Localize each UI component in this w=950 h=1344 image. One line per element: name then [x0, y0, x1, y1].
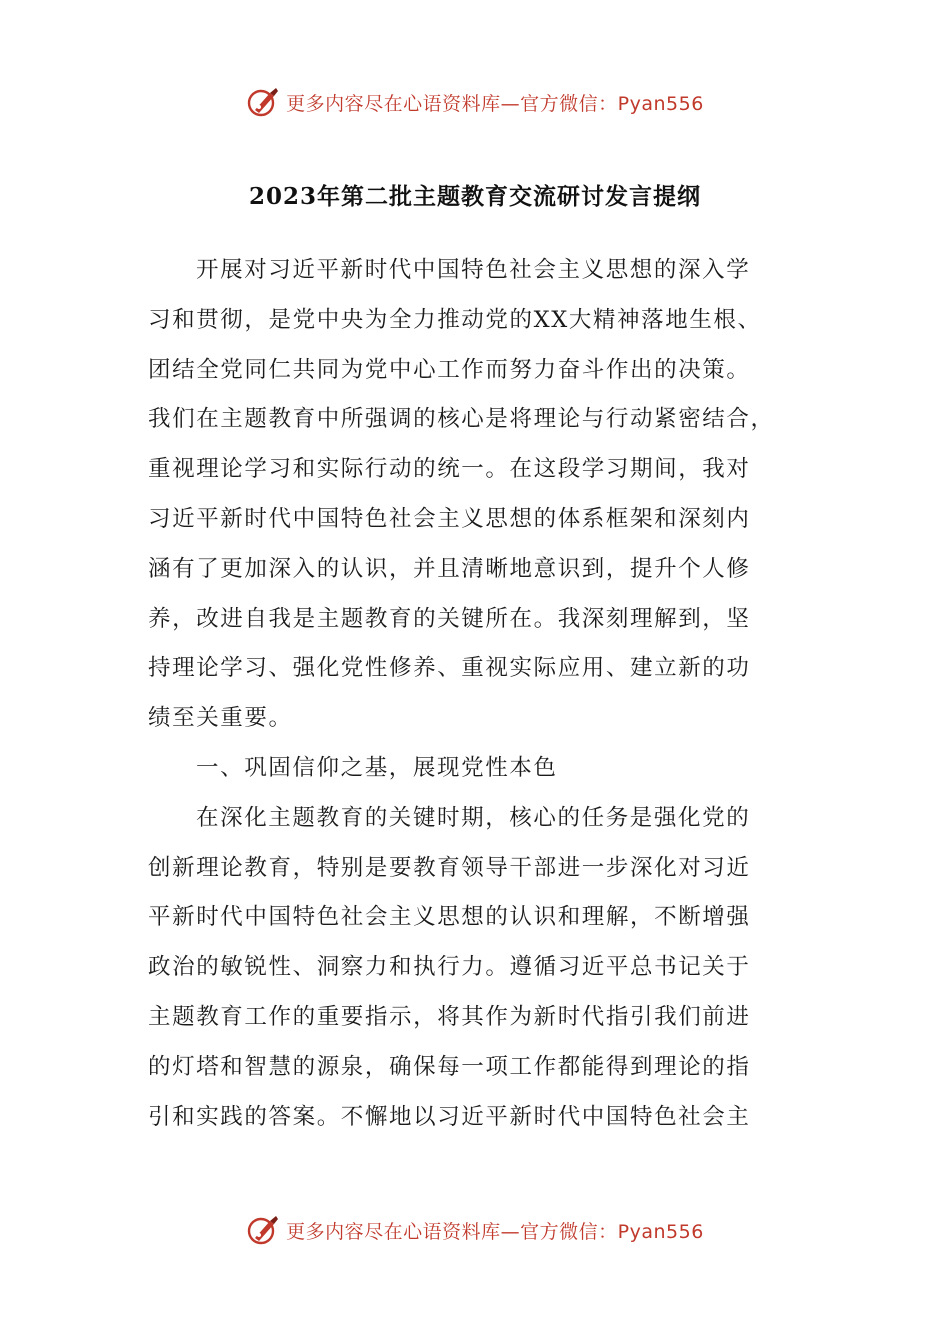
- pen-nib-circle-icon: [246, 85, 280, 119]
- body-text-line: 引和实践的答案。不懈地以习近平新时代中国特色社会主: [148, 1103, 751, 1130]
- document-title: 2023年第二批主题教育交流研讨发言提纲: [248, 183, 701, 210]
- body-text-line: 的灯塔和智慧的源泉，确保每一项工作都能得到理论的指: [148, 1053, 751, 1080]
- body-text-line: 习和贯彻，是党中央为全力推动党的XX大精神落地生根、: [148, 306, 762, 333]
- pen-nib-circle-icon: [246, 1213, 280, 1247]
- body-text-line: 绩至关重要。: [148, 705, 293, 732]
- body-text-line: 团结全党同仁共同为党中心工作而努力奋斗作出的决策。: [148, 356, 751, 383]
- body-text-line: 我们在主题教育中所强调的核心是将理论与行动紧密结合，: [148, 406, 775, 433]
- body-text-line: 重视理论学习和实际行动的统一。在这段学习期间，我对: [148, 456, 751, 483]
- body-text-line: 平新时代中国特色社会主义思想的认识和理解，不断增强: [148, 904, 751, 931]
- body-text-line: 主题教育工作的重要指示，将其作为新时代指引我们前进: [148, 1003, 751, 1030]
- banner-text: 更多内容尽在心语资料库—官方微信：Pyan556: [286, 92, 704, 115]
- body-text-line: 在深化主题教育的关键时期，核心的任务是强化党的: [196, 804, 751, 831]
- document-body: [148, 246, 798, 1142]
- body-text-line: 创新理论教育，特别是要教育领导干部进一步深化对习近: [148, 854, 751, 881]
- body-text-line: 开展对习近平新时代中国特色社会主义思想的深入学: [196, 257, 751, 283]
- body-text-line: 养，改进自我是主题教育的关键所在。我深刻理解到，坚: [148, 605, 751, 632]
- body-text-line: 涵有了更加深入的认识，并且清晰地意识到，提升个人修: [148, 555, 751, 582]
- banner-text: 更多内容尽在心语资料库—官方微信：Pyan556: [286, 1220, 704, 1243]
- footer-watermark-banner: [0, 1208, 950, 1252]
- body-text-line: 持理论学习、强化党性修养、重视实际应用、建立新的功: [148, 655, 751, 682]
- body-text-line: 一、巩固信仰之基，展现党性本色: [196, 754, 558, 781]
- header-watermark-banner: [0, 80, 950, 124]
- body-text-line: 政治的敏锐性、洞察力和执行力。遵循习近平总书记关于: [148, 954, 751, 981]
- body-text-line: 习近平新时代中国特色社会主义思想的体系框架和深刻内: [148, 505, 751, 532]
